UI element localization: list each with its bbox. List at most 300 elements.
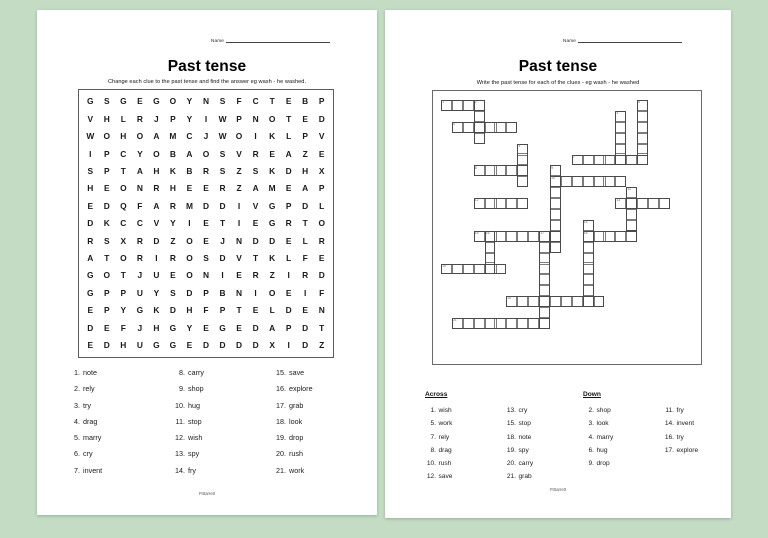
crossword-cell[interactable] bbox=[572, 296, 583, 307]
crossword-cell[interactable] bbox=[539, 296, 550, 307]
crossword-cell[interactable] bbox=[637, 133, 648, 144]
wordsearch-cell[interactable]: O bbox=[120, 183, 127, 194]
crossword-cell[interactable] bbox=[485, 253, 496, 264]
wordsearch-cell[interactable]: T bbox=[120, 270, 126, 281]
wordsearch-cell[interactable]: J bbox=[154, 113, 159, 124]
crossword-cell[interactable] bbox=[637, 144, 648, 155]
crossword-cell[interactable] bbox=[615, 122, 626, 133]
wordsearch-cell[interactable]: R bbox=[136, 253, 143, 264]
wordsearch-cell[interactable]: S bbox=[219, 166, 226, 177]
crossword-cell[interactable] bbox=[506, 318, 517, 329]
wordsearch-cell[interactable]: R bbox=[318, 235, 325, 246]
wordsearch-cell[interactable]: H bbox=[120, 131, 127, 142]
wordsearch-cell[interactable]: K bbox=[153, 305, 160, 316]
crossword-cell[interactable] bbox=[539, 242, 550, 253]
crossword-cell[interactable] bbox=[550, 187, 561, 198]
wordsearch-cell[interactable]: U bbox=[136, 340, 143, 351]
wordsearch-cell[interactable]: R bbox=[169, 253, 176, 264]
wordsearch-cell[interactable]: O bbox=[103, 270, 111, 281]
crossword-cell[interactable] bbox=[496, 231, 507, 242]
wordsearch-cell[interactable]: I bbox=[155, 253, 158, 264]
wordsearch-cell[interactable]: I bbox=[89, 148, 92, 159]
wordsearch-cell[interactable]: D bbox=[153, 235, 160, 246]
wordsearch-cell[interactable]: V bbox=[252, 200, 259, 211]
wordsearch-cell[interactable]: O bbox=[153, 148, 160, 159]
wordsearch-cell[interactable]: E bbox=[252, 218, 259, 229]
crossword-cell[interactable] bbox=[506, 165, 517, 176]
wordsearch-cell[interactable]: H bbox=[120, 340, 127, 351]
wordsearch-cell[interactable]: P bbox=[219, 305, 226, 316]
wordsearch-cell[interactable]: E bbox=[285, 183, 292, 194]
crossword-cell[interactable] bbox=[463, 264, 474, 275]
wordsearch-cell[interactable]: M bbox=[185, 200, 193, 211]
wordsearch-cell[interactable]: D bbox=[269, 235, 276, 246]
crossword-cell[interactable] bbox=[485, 198, 496, 209]
wordsearch-cell[interactable]: S bbox=[203, 253, 209, 264]
wordsearch-cell[interactable]: X bbox=[120, 235, 127, 246]
wordsearch-cell[interactable]: R bbox=[87, 235, 94, 246]
wordsearch-cell[interactable]: E bbox=[186, 340, 193, 351]
wordsearch-cell[interactable]: F bbox=[137, 200, 143, 211]
crossword-cell[interactable] bbox=[517, 155, 528, 166]
crossword-cell[interactable] bbox=[594, 296, 605, 307]
crossword-cell[interactable] bbox=[485, 165, 496, 176]
crossword-cell[interactable] bbox=[496, 198, 507, 209]
crossword-cell[interactable] bbox=[474, 122, 485, 133]
crossword-cell[interactable] bbox=[615, 176, 626, 187]
crossword-cell[interactable] bbox=[605, 231, 616, 242]
crossword-cell[interactable] bbox=[659, 198, 670, 209]
wordsearch-cell[interactable]: N bbox=[202, 96, 210, 107]
crossword-cell[interactable] bbox=[594, 176, 605, 187]
wordsearch-cell[interactable]: K bbox=[269, 253, 276, 264]
crossword-cell[interactable] bbox=[452, 264, 463, 275]
crossword-cell[interactable] bbox=[539, 274, 550, 285]
wordsearch-cell[interactable]: K bbox=[103, 218, 110, 229]
wordsearch-cell[interactable]: O bbox=[136, 131, 144, 142]
wordsearch-cell[interactable]: R bbox=[136, 235, 143, 246]
wordsearch-cell[interactable]: V bbox=[236, 148, 242, 159]
wordsearch-cell[interactable]: P bbox=[285, 200, 292, 211]
wordsearch-cell[interactable]: T bbox=[286, 113, 292, 124]
wordsearch-cell[interactable]: H bbox=[186, 305, 193, 316]
wordsearch-cell[interactable]: Z bbox=[269, 270, 275, 281]
wordsearch-cell[interactable]: G bbox=[268, 218, 276, 229]
wordsearch-cell[interactable]: X bbox=[269, 340, 275, 351]
wordsearch-cell[interactable]: H bbox=[153, 166, 160, 177]
wordsearch-cell[interactable]: O bbox=[186, 270, 193, 281]
wordsearch-cell[interactable]: S bbox=[87, 166, 94, 177]
wordsearch-cell[interactable]: D bbox=[186, 287, 193, 298]
wordsearch-cell[interactable]: T bbox=[219, 218, 226, 229]
wordsearch-cell[interactable]: L bbox=[302, 235, 308, 246]
wordsearch-cell[interactable]: C bbox=[120, 218, 127, 229]
wordsearch-cell[interactable]: A bbox=[153, 200, 160, 211]
crossword-cell[interactable] bbox=[550, 198, 561, 209]
crossword-cell[interactable] bbox=[637, 198, 648, 209]
wordsearch-cell[interactable]: H bbox=[103, 113, 110, 124]
wordsearch-cell[interactable]: E bbox=[203, 218, 209, 229]
wordsearch-cell[interactable]: I bbox=[287, 340, 290, 351]
wordsearch-cell[interactable]: R bbox=[153, 183, 160, 194]
wordsearch-cell[interactable]: U bbox=[153, 270, 160, 281]
wordsearch-cell[interactable]: F bbox=[302, 253, 308, 264]
wordsearch-cell[interactable]: Y bbox=[186, 96, 193, 107]
wordsearch-cell[interactable]: E bbox=[170, 270, 176, 281]
wordsearch-cell[interactable]: P bbox=[170, 113, 176, 124]
crossword-cell[interactable] bbox=[485, 242, 496, 253]
wordsearch-cell[interactable]: B bbox=[169, 148, 176, 159]
wordsearch-cell[interactable]: G bbox=[169, 322, 177, 333]
wordsearch-cell[interactable]: I bbox=[221, 270, 224, 281]
crossword-cell[interactable] bbox=[637, 122, 648, 133]
crossword-cell[interactable] bbox=[583, 285, 594, 296]
crossword-cell[interactable] bbox=[517, 318, 528, 329]
crossword-cell[interactable] bbox=[561, 176, 572, 187]
wordsearch-cell[interactable]: E bbox=[252, 305, 259, 316]
crossword-cell[interactable] bbox=[485, 318, 496, 329]
crossword-cell[interactable] bbox=[626, 209, 637, 220]
crossword-cell[interactable] bbox=[485, 122, 496, 133]
crossword-cell[interactable] bbox=[615, 133, 626, 144]
wordsearch-cell[interactable]: G bbox=[120, 96, 127, 107]
wordsearch-cell[interactable]: U bbox=[136, 287, 143, 298]
wordsearch-cell[interactable]: R bbox=[202, 166, 210, 177]
wordsearch-cell[interactable]: Y bbox=[153, 287, 160, 298]
wordsearch-cell[interactable]: A bbox=[186, 148, 193, 159]
wordsearch-cell[interactable]: P bbox=[104, 166, 110, 177]
wordsearch-cell[interactable]: O bbox=[268, 113, 276, 124]
wordsearch-cell[interactable]: Z bbox=[319, 340, 325, 351]
wordsearch-cell[interactable]: R bbox=[136, 113, 143, 124]
wordsearch-cell[interactable]: M bbox=[169, 131, 177, 142]
wordsearch-cell[interactable]: E bbox=[203, 183, 209, 194]
wordsearch-cell[interactable]: P bbox=[104, 148, 110, 159]
wordsearch-cell[interactable]: V bbox=[236, 253, 242, 264]
wordsearch-cell[interactable]: I bbox=[204, 113, 208, 124]
crossword-cell[interactable] bbox=[452, 100, 463, 111]
wordsearch-cell[interactable]: S bbox=[219, 96, 226, 107]
wordsearch-cell[interactable]: J bbox=[137, 270, 143, 281]
crossword-cell[interactable] bbox=[626, 231, 637, 242]
wordsearch-cell[interactable]: P bbox=[285, 322, 292, 333]
wordsearch-cell[interactable]: R bbox=[285, 218, 292, 229]
wordsearch-cell[interactable]: O bbox=[235, 131, 243, 142]
wordsearch-cell[interactable]: D bbox=[103, 200, 110, 211]
wordsearch-cell[interactable]: E bbox=[87, 200, 94, 211]
wordsearch-cell[interactable]: D bbox=[285, 166, 292, 177]
wordsearch-cell[interactable]: E bbox=[285, 287, 292, 298]
wordsearch-cell[interactable]: E bbox=[285, 96, 292, 107]
wordsearch-cell[interactable]: B bbox=[302, 96, 309, 107]
crossword-cell[interactable] bbox=[648, 198, 659, 209]
crossword-cell[interactable] bbox=[528, 231, 539, 242]
crossword-cell[interactable] bbox=[583, 242, 594, 253]
wordsearch-cell[interactable]: G bbox=[169, 340, 177, 351]
wordsearch-cell[interactable]: E bbox=[137, 96, 143, 107]
wordsearch-cell[interactable]: K bbox=[169, 166, 176, 177]
wordsearch-cell[interactable]: D bbox=[87, 322, 94, 333]
wordsearch-cell[interactable]: E bbox=[302, 113, 308, 124]
wordsearch-cell[interactable]: E bbox=[236, 322, 242, 333]
wordsearch-cell[interactable]: G bbox=[153, 340, 160, 351]
crossword-cell[interactable] bbox=[463, 122, 474, 133]
wordsearch-cell[interactable]: D bbox=[252, 340, 259, 351]
crossword-cell[interactable] bbox=[539, 285, 550, 296]
crossword-cell[interactable] bbox=[496, 122, 507, 133]
wordsearch-cell[interactable]: E bbox=[203, 235, 209, 246]
crossword-cell[interactable] bbox=[550, 296, 561, 307]
crossword-cell[interactable] bbox=[528, 296, 539, 307]
wordsearch-cell[interactable]: V bbox=[318, 131, 325, 142]
wordsearch-cell[interactable]: E bbox=[87, 340, 94, 351]
crossword-cell[interactable] bbox=[528, 318, 539, 329]
wordsearch-cell[interactable]: N bbox=[202, 270, 210, 281]
wordsearch-cell[interactable]: N bbox=[236, 287, 243, 298]
wordsearch-cell[interactable]: Y bbox=[137, 148, 143, 159]
wordsearch-cell[interactable]: Y bbox=[120, 305, 127, 316]
wordsearch-cell[interactable]: T bbox=[319, 322, 325, 333]
crossword-cell[interactable] bbox=[474, 111, 485, 122]
wordsearch-cell[interactable]: S bbox=[104, 235, 110, 246]
wordsearch-cell[interactable]: I bbox=[254, 287, 257, 298]
crossword-cell[interactable] bbox=[463, 318, 474, 329]
crossword-cell[interactable] bbox=[539, 318, 550, 329]
wordsearch-cell[interactable]: D bbox=[252, 235, 259, 246]
wordsearch-cell[interactable]: R bbox=[169, 200, 176, 211]
wordsearch-cell[interactable]: E bbox=[318, 148, 325, 159]
crossword-cell[interactable] bbox=[583, 296, 594, 307]
wordsearch-cell[interactable]: C bbox=[136, 218, 143, 229]
wordsearch-cell[interactable]: T bbox=[302, 218, 308, 229]
wordsearch-cell[interactable]: M bbox=[268, 183, 276, 194]
wordsearch-cell[interactable]: A bbox=[302, 183, 309, 194]
wordsearch-cell[interactable]: E bbox=[87, 305, 94, 316]
wordsearch-cell[interactable]: T bbox=[269, 96, 275, 107]
wordsearch-cell[interactable]: I bbox=[237, 218, 241, 229]
wordsearch-cell[interactable]: H bbox=[169, 183, 176, 194]
wordsearch-cell[interactable]: D bbox=[285, 305, 292, 316]
crossword-cell[interactable] bbox=[594, 155, 605, 166]
wordsearch-cell[interactable]: O bbox=[202, 148, 210, 159]
wordsearch-cell[interactable]: A bbox=[153, 131, 160, 142]
crossword-cell[interactable] bbox=[626, 198, 637, 209]
crossword-cell[interactable] bbox=[605, 176, 616, 187]
wordsearch-cell[interactable]: D bbox=[87, 218, 94, 229]
wordsearch-cell[interactable]: G bbox=[87, 96, 94, 107]
wordsearch-cell[interactable]: N bbox=[236, 235, 243, 246]
crossword-cell[interactable] bbox=[539, 253, 550, 264]
wordsearch-cell[interactable]: D bbox=[219, 200, 226, 211]
wordsearch-cell[interactable]: T bbox=[236, 305, 242, 316]
crossword-cell[interactable] bbox=[583, 253, 594, 264]
wordsearch-cell[interactable]: F bbox=[203, 305, 209, 316]
wordsearch-cell[interactable]: L bbox=[286, 131, 292, 142]
wordsearch-cell[interactable]: Q bbox=[120, 200, 127, 211]
wordsearch-cell[interactable]: D bbox=[302, 340, 309, 351]
wordsearch-cell[interactable]: E bbox=[236, 270, 242, 281]
wordsearch-cell[interactable]: E bbox=[186, 183, 193, 194]
wordsearch-cell[interactable]: O bbox=[318, 218, 325, 229]
crossword-cell[interactable] bbox=[615, 231, 626, 242]
wordsearch-cell[interactable]: L bbox=[319, 200, 325, 211]
wordsearch-cell[interactable]: Z bbox=[236, 166, 242, 177]
wordsearch-cell[interactable]: Y bbox=[186, 322, 193, 333]
wordsearch-cell[interactable]: J bbox=[137, 322, 143, 333]
wordsearch-cell[interactable]: E bbox=[104, 322, 110, 333]
wordsearch-cell[interactable]: V bbox=[153, 218, 160, 229]
wordsearch-cell[interactable]: J bbox=[220, 235, 225, 246]
wordsearch-cell[interactable]: P bbox=[318, 183, 325, 194]
crossword-cell[interactable] bbox=[550, 209, 561, 220]
wordsearch-cell[interactable]: G bbox=[153, 96, 160, 107]
crossword-cell[interactable] bbox=[583, 274, 594, 285]
wordsearch-cell[interactable]: Z bbox=[170, 235, 176, 246]
wordsearch-cell[interactable]: I bbox=[304, 287, 307, 298]
crossword-cell[interactable] bbox=[517, 176, 528, 187]
wordsearch-cell[interactable]: O bbox=[186, 235, 193, 246]
wordsearch-cell[interactable]: L bbox=[286, 253, 292, 264]
crossword-cell[interactable] bbox=[605, 155, 616, 166]
wordsearch-cell[interactable]: H bbox=[302, 166, 309, 177]
name-field-right[interactable] bbox=[563, 37, 682, 43]
wordsearch-cell[interactable]: O bbox=[103, 131, 111, 142]
wordsearch-cell[interactable]: D bbox=[318, 270, 325, 281]
wordsearch-cell[interactable]: G bbox=[268, 200, 276, 211]
wordsearch-cell[interactable]: E bbox=[269, 148, 275, 159]
wordsearch-cell[interactable]: E bbox=[104, 183, 110, 194]
wordsearch-cell[interactable]: I bbox=[254, 131, 257, 142]
wordsearch-cell[interactable]: T bbox=[104, 253, 110, 264]
wordsearch-cell[interactable]: F bbox=[120, 322, 126, 333]
wordsearch-cell[interactable]: Z bbox=[302, 148, 308, 159]
wordsearch-cell[interactable]: D bbox=[318, 113, 325, 124]
wordsearch-cell[interactable]: G bbox=[136, 305, 144, 316]
wordsearch-cell[interactable]: J bbox=[203, 131, 209, 142]
wordsearch-cell[interactable]: G bbox=[219, 322, 226, 333]
wordsearch-cell[interactable]: O bbox=[169, 96, 177, 107]
wordsearch-cell[interactable]: C bbox=[186, 131, 193, 142]
wordsearch-cell[interactable]: S bbox=[170, 287, 176, 298]
crossword-cell[interactable] bbox=[539, 264, 550, 275]
crossword-cell[interactable] bbox=[539, 307, 550, 318]
wordsearch-cell[interactable]: K bbox=[269, 166, 276, 177]
crossword-grid[interactable] bbox=[433, 91, 703, 366]
crossword-cell[interactable] bbox=[594, 231, 605, 242]
wordsearch-cell[interactable]: D bbox=[252, 322, 259, 333]
wordsearch-cell[interactable]: E bbox=[285, 235, 292, 246]
crossword-cell[interactable] bbox=[506, 122, 517, 133]
wordsearch-cell[interactable]: D bbox=[103, 340, 110, 351]
wordsearch-cell[interactable]: T bbox=[120, 166, 126, 177]
wordsearch-cell[interactable]: S bbox=[219, 148, 226, 159]
wordsearch-cell[interactable]: E bbox=[203, 322, 209, 333]
crossword-cell[interactable] bbox=[626, 155, 637, 166]
wordsearch-cell[interactable]: E bbox=[302, 305, 308, 316]
wordsearch-cell[interactable]: W bbox=[86, 131, 95, 142]
wordsearch-cell[interactable]: N bbox=[318, 305, 325, 316]
wordsearch-grid[interactable] bbox=[82, 93, 330, 354]
wordsearch-cell[interactable]: I bbox=[287, 270, 290, 281]
wordsearch-cell[interactable]: F bbox=[319, 287, 325, 298]
crossword-cell[interactable] bbox=[496, 318, 507, 329]
wordsearch-cell[interactable]: N bbox=[136, 183, 143, 194]
wordsearch-cell[interactable]: A bbox=[285, 148, 292, 159]
wordsearch-cell[interactable]: P bbox=[104, 287, 110, 298]
wordsearch-cell[interactable]: O bbox=[186, 253, 193, 264]
wordsearch-cell[interactable]: D bbox=[302, 200, 309, 211]
wordsearch-cell[interactable]: P bbox=[236, 113, 242, 124]
crossword-cell[interactable] bbox=[615, 144, 626, 155]
crossword-cell[interactable] bbox=[517, 165, 528, 176]
crossword-cell[interactable] bbox=[561, 296, 572, 307]
wordsearch-cell[interactable]: S bbox=[252, 166, 259, 177]
crossword-cell[interactable] bbox=[474, 318, 485, 329]
crossword-cell[interactable] bbox=[583, 155, 594, 166]
wordsearch-cell[interactable]: Y bbox=[170, 218, 176, 229]
crossword-cell[interactable] bbox=[572, 176, 583, 187]
wordsearch-cell[interactable]: V bbox=[87, 113, 94, 124]
wordsearch-cell[interactable]: R bbox=[302, 270, 309, 281]
wordsearch-cell[interactable]: C bbox=[252, 96, 259, 107]
wordsearch-cell[interactable]: O bbox=[268, 287, 276, 298]
crossword-cell[interactable] bbox=[583, 264, 594, 275]
crossword-cell[interactable] bbox=[474, 133, 485, 144]
wordsearch-cell[interactable]: K bbox=[269, 131, 276, 142]
name-field-left[interactable] bbox=[211, 37, 330, 43]
wordsearch-cell[interactable]: I bbox=[237, 200, 241, 211]
wordsearch-cell[interactable]: W bbox=[218, 113, 227, 124]
wordsearch-cell[interactable]: A bbox=[87, 253, 94, 264]
wordsearch-cell[interactable]: D bbox=[219, 340, 226, 351]
wordsearch-cell[interactable]: A bbox=[252, 183, 259, 194]
crossword-cell[interactable] bbox=[474, 264, 485, 275]
wordsearch-cell[interactable]: Z bbox=[236, 183, 242, 194]
wordsearch-cell[interactable]: P bbox=[203, 287, 209, 298]
wordsearch-cell[interactable]: A bbox=[136, 166, 143, 177]
crossword-cell[interactable] bbox=[517, 231, 528, 242]
crossword-cell[interactable] bbox=[496, 165, 507, 176]
wordsearch-cell[interactable]: Y bbox=[186, 113, 193, 124]
wordsearch-cell[interactable]: R bbox=[252, 148, 259, 159]
crossword-cell[interactable] bbox=[550, 231, 561, 242]
crossword-cell[interactable] bbox=[583, 176, 594, 187]
wordsearch-cell[interactable]: G bbox=[87, 287, 94, 298]
wordsearch-cell[interactable]: N bbox=[252, 113, 259, 124]
wordsearch-cell[interactable]: H bbox=[87, 183, 94, 194]
crossword-cell[interactable] bbox=[550, 242, 561, 253]
wordsearch-cell[interactable]: D bbox=[202, 340, 210, 351]
wordsearch-cell[interactable]: P bbox=[104, 305, 110, 316]
crossword-cell[interactable] bbox=[517, 198, 528, 209]
wordsearch-cell[interactable]: D bbox=[302, 322, 309, 333]
wordsearch-cell[interactable]: R bbox=[219, 183, 226, 194]
crossword-cell[interactable] bbox=[626, 220, 637, 231]
crossword-cell[interactable] bbox=[550, 220, 561, 231]
wordsearch-cell[interactable]: D bbox=[219, 253, 226, 264]
crossword-cell[interactable] bbox=[506, 231, 517, 242]
crossword-cell[interactable] bbox=[615, 155, 626, 166]
wordsearch-cell[interactable]: P bbox=[120, 287, 127, 298]
crossword-cell[interactable] bbox=[463, 100, 474, 111]
wordsearch-cell[interactable]: G bbox=[87, 270, 94, 281]
wordsearch-cell[interactable]: C bbox=[120, 148, 127, 159]
wordsearch-cell[interactable]: R bbox=[252, 270, 259, 281]
crossword-cell[interactable] bbox=[637, 111, 648, 122]
crossword-cell[interactable] bbox=[517, 296, 528, 307]
wordsearch-cell[interactable]: D bbox=[169, 305, 176, 316]
crossword-cell[interactable] bbox=[496, 264, 507, 275]
